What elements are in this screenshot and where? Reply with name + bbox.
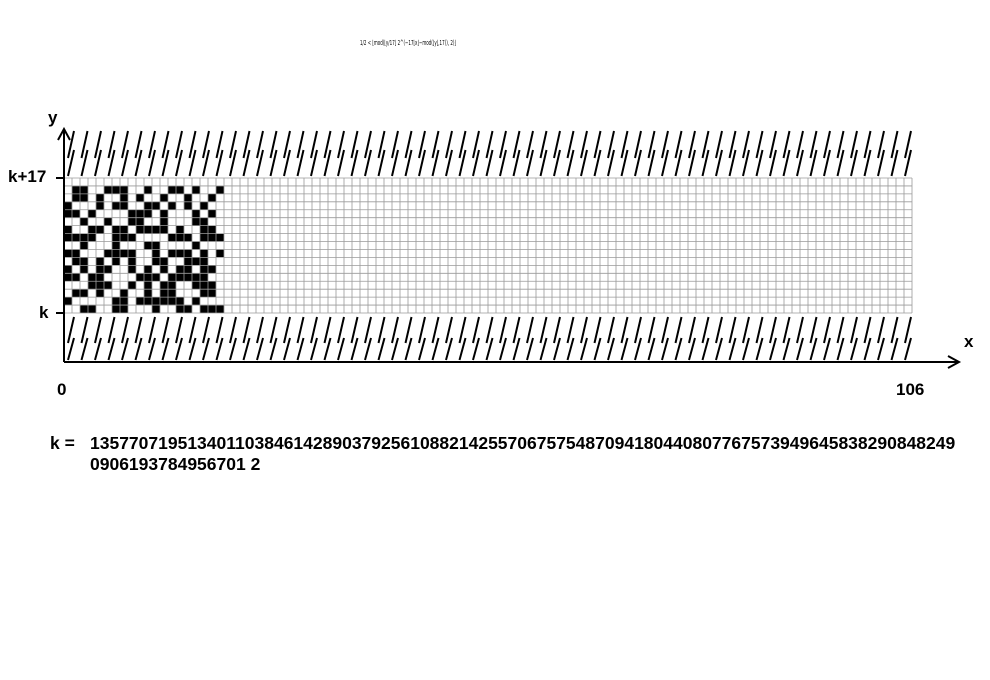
filled-cell — [112, 226, 120, 234]
filled-cell — [120, 202, 128, 210]
filled-cell — [200, 249, 208, 257]
filled-cell — [96, 289, 104, 297]
x-axis-label: x — [964, 332, 974, 351]
filled-cell — [208, 194, 216, 202]
filled-cell — [216, 186, 224, 194]
filled-cell — [208, 210, 216, 218]
y-axis-label: y — [48, 108, 58, 127]
filled-cell — [216, 234, 224, 242]
filled-cell — [128, 257, 136, 265]
filled-cell — [64, 210, 72, 218]
filled-cell — [128, 265, 136, 273]
filled-cell — [104, 265, 112, 273]
filled-cell — [88, 273, 96, 281]
filled-cell — [208, 305, 216, 313]
filled-cell — [72, 234, 80, 242]
filled-cell — [120, 305, 128, 313]
filled-cell — [80, 194, 88, 202]
filled-cell — [192, 297, 200, 305]
filled-cell — [144, 265, 152, 273]
filled-cell — [152, 202, 160, 210]
filled-cell — [152, 273, 160, 281]
filled-cell — [168, 289, 176, 297]
filled-cell — [128, 281, 136, 289]
filled-cell — [192, 273, 200, 281]
filled-cell — [192, 186, 200, 194]
filled-cell — [72, 289, 80, 297]
filled-cell — [112, 234, 120, 242]
filled-cell — [104, 281, 112, 289]
filled-cell — [104, 218, 112, 226]
filled-cell — [152, 249, 160, 257]
filled-cell — [144, 289, 152, 297]
filled-cell — [160, 218, 168, 226]
filled-cell — [184, 249, 192, 257]
filled-cell — [128, 249, 136, 257]
filled-cell — [144, 202, 152, 210]
filled-cell — [88, 234, 96, 242]
filled-cell — [72, 194, 80, 202]
filled-cell — [168, 186, 176, 194]
filled-cell — [80, 265, 88, 273]
filled-cell — [208, 281, 216, 289]
filled-cell — [152, 297, 160, 305]
filled-cell — [136, 194, 144, 202]
filled-cell — [136, 273, 144, 281]
filled-cell — [72, 210, 80, 218]
filled-cell — [200, 265, 208, 273]
filled-cell — [64, 226, 72, 234]
filled-cell — [200, 257, 208, 265]
filled-cell — [152, 242, 160, 250]
filled-cell — [136, 226, 144, 234]
filled-cell — [120, 289, 128, 297]
filled-cell — [200, 218, 208, 226]
filled-cell — [112, 202, 120, 210]
filled-cell — [184, 273, 192, 281]
filled-cell — [88, 305, 96, 313]
filled-cell — [128, 234, 136, 242]
filled-cell — [80, 218, 88, 226]
filled-cell — [200, 305, 208, 313]
filled-cell — [96, 194, 104, 202]
filled-cell — [112, 186, 120, 194]
filled-cell — [120, 194, 128, 202]
filled-cell — [216, 305, 224, 313]
filled-cell — [192, 257, 200, 265]
filled-cell — [128, 218, 136, 226]
filled-cell — [120, 249, 128, 257]
filled-cell — [152, 257, 160, 265]
k-label: k = — [50, 433, 75, 453]
filled-cell — [184, 234, 192, 242]
filled-cell — [72, 249, 80, 257]
filled-cell — [120, 297, 128, 305]
filled-cell — [184, 305, 192, 313]
filled-cell — [168, 202, 176, 210]
filled-cell — [216, 249, 224, 257]
filled-cell — [80, 257, 88, 265]
filled-cell — [200, 226, 208, 234]
filled-cell — [144, 273, 152, 281]
filled-cell — [176, 297, 184, 305]
filled-cell — [160, 289, 168, 297]
formula-text: 1/2 < ⌊mod(⌊y/17⌋ 2^(−17⌊x⌋−mod(⌊y⌋,17)), 2)⌋ — [360, 39, 456, 47]
filled-cell — [208, 265, 216, 273]
filled-cell — [192, 210, 200, 218]
y-top-label: k+17 — [8, 167, 47, 186]
filled-cell — [176, 265, 184, 273]
filled-cell — [152, 226, 160, 234]
filled-cell — [72, 257, 80, 265]
filled-cell — [192, 218, 200, 226]
formula — [360, 33, 456, 49]
filled-cell — [88, 281, 96, 289]
filled-cell — [168, 234, 176, 242]
filled-cell — [160, 281, 168, 289]
filled-cell — [168, 297, 176, 305]
filled-cell — [136, 218, 144, 226]
filled-cell — [64, 202, 72, 210]
filled-cell — [128, 210, 136, 218]
filled-cell — [200, 202, 208, 210]
x-end-label: 106 — [896, 380, 925, 399]
filled-cell — [64, 273, 72, 281]
y-bottom-label: k — [39, 303, 49, 322]
filled-cell — [80, 242, 88, 250]
filled-cell — [152, 305, 160, 313]
filled-cell — [96, 273, 104, 281]
filled-cell — [96, 226, 104, 234]
filled-cell — [64, 234, 72, 242]
filled-cell — [160, 210, 168, 218]
filled-cell — [168, 273, 176, 281]
filled-cell — [176, 305, 184, 313]
filled-cell — [64, 249, 72, 257]
filled-cell — [184, 202, 192, 210]
filled-cell — [176, 226, 184, 234]
filled-cell — [120, 234, 128, 242]
filled-cell — [200, 289, 208, 297]
filled-cell — [160, 226, 168, 234]
filled-cell — [96, 202, 104, 210]
filled-cell — [112, 257, 120, 265]
filled-cell — [192, 281, 200, 289]
filled-cell — [120, 226, 128, 234]
k-digits: 135770719513401103846142890379256108821425570675754870941804408077675739496458382908482490906193784956701 2 — [90, 433, 956, 474]
filled-cell — [136, 210, 144, 218]
filled-cell — [96, 257, 104, 265]
filled-cell — [184, 194, 192, 202]
filled-cell — [136, 297, 144, 305]
filled-cell — [168, 249, 176, 257]
filled-cell — [64, 297, 72, 305]
filled-cell — [72, 186, 80, 194]
filled-cell — [192, 242, 200, 250]
x-start-label: 0 — [57, 380, 67, 399]
filled-cell — [176, 273, 184, 281]
filled-cell — [176, 234, 184, 242]
filled-cell — [176, 186, 184, 194]
filled-cell — [64, 265, 72, 273]
filled-cell — [184, 257, 192, 265]
filled-cell — [112, 305, 120, 313]
filled-cell — [96, 281, 104, 289]
filled-cell — [208, 226, 216, 234]
filled-cell — [80, 305, 88, 313]
filled-cell — [200, 273, 208, 281]
filled-cell — [176, 249, 184, 257]
filled-cell — [168, 281, 176, 289]
filled-cell — [80, 234, 88, 242]
filled-cell — [160, 257, 168, 265]
filled-cell — [144, 281, 152, 289]
filled-cell — [88, 226, 96, 234]
filled-cell — [184, 265, 192, 273]
filled-cell — [144, 186, 152, 194]
filled-cell — [104, 249, 112, 257]
filled-cell — [144, 210, 152, 218]
filled-cell — [144, 242, 152, 250]
filled-cell — [144, 297, 152, 305]
filled-cell — [160, 297, 168, 305]
filled-cell — [112, 242, 120, 250]
filled-cell — [160, 194, 168, 202]
filled-cell — [112, 249, 120, 257]
filled-cell — [200, 281, 208, 289]
filled-cell — [104, 186, 112, 194]
filled-cell — [160, 265, 168, 273]
filled-cell — [88, 210, 96, 218]
filled-cell — [96, 265, 104, 273]
filled-cell — [120, 186, 128, 194]
filled-cell — [200, 234, 208, 242]
filled-cell — [80, 186, 88, 194]
filled-cell — [208, 234, 216, 242]
filled-cell — [112, 297, 120, 305]
filled-cell — [144, 226, 152, 234]
filled-cell — [208, 289, 216, 297]
filled-cell — [80, 289, 88, 297]
filled-cell — [72, 273, 80, 281]
